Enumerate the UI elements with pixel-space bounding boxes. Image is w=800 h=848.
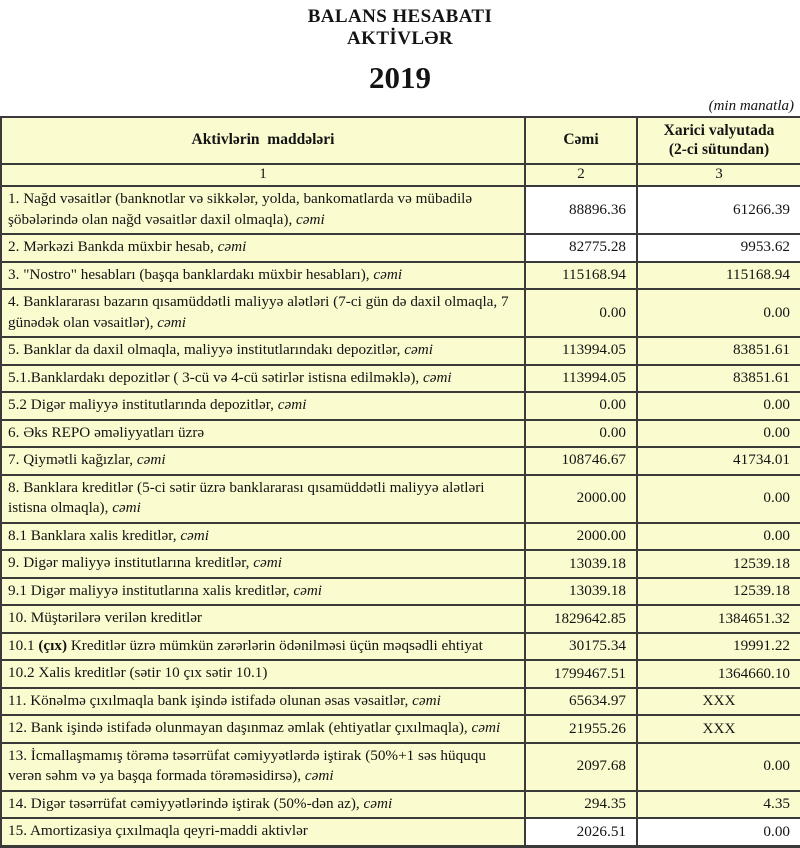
- table-row: [1, 420, 800, 448]
- table-row: [1, 715, 800, 743]
- report-header: [0, 0, 800, 96]
- row-label-text: 10.1: [8, 636, 39, 654]
- cell-total-value: 65634.97: [525, 688, 637, 716]
- row-label-text: 7. Qiymətli kağızlar,: [8, 451, 137, 469]
- row-label: [1, 633, 525, 661]
- row-label: [1, 688, 525, 716]
- cell-total-value: 88896.36: [525, 186, 637, 234]
- cell-total-value: 108746.67: [525, 447, 637, 475]
- cell-foreign-currency-value: 1364660.10: [637, 660, 800, 688]
- row-label-italic-part: cəmi: [404, 341, 433, 359]
- table-row: [1, 791, 800, 819]
- col-header-items: Aktivlərin maddələri: [1, 117, 525, 164]
- row-label: [1, 743, 525, 791]
- cell-total-value: 13039.18: [525, 578, 637, 606]
- row-label-text: 12. Bank işində istifadə olunmayan daşınmaz əmlak (ehtiyatlar çıxılmaqla),: [8, 719, 472, 737]
- row-label: [1, 365, 525, 393]
- cell-foreign-currency-value: XXX: [637, 715, 800, 743]
- row-label-italic-part: cəmi: [157, 313, 186, 331]
- row-label-italic-part: cəmi: [471, 719, 501, 737]
- row-label: [1, 605, 525, 633]
- row-label: [1, 578, 525, 606]
- row-label-text: 8.1 Banklara xalis kreditlər,: [8, 526, 181, 544]
- cell-foreign-currency-value: 83851.61: [637, 337, 800, 365]
- row-label-text: 13. İcmallaşmamış törəmə təsərrüfat cəmiyyətlərdə iştirak (50%+1 səs hüququ verən səhm və ya başqa formada törəməsidirsə),: [8, 746, 486, 785]
- cell-foreign-currency-value: 12539.18: [637, 550, 800, 578]
- row-label-italic-part: cəmi: [180, 526, 209, 544]
- col-header-foreign-currency-line2: (2-ci sütundan): [668, 141, 770, 159]
- row-label: [1, 475, 525, 523]
- cell-foreign-currency-value: 0.00: [637, 289, 800, 337]
- row-label: [1, 289, 525, 337]
- cell-total-value: 2097.68: [525, 743, 637, 791]
- cell-total-value: 0.00: [525, 420, 637, 448]
- row-label: [1, 715, 525, 743]
- cell-foreign-currency-value: 0.00: [637, 523, 800, 551]
- table-row: [1, 475, 800, 523]
- row-label-text: 6. Əks REPO əməliyyatları üzrə: [8, 423, 205, 441]
- cell-total-value: 30175.34: [525, 633, 637, 661]
- row-label-text: 3. "Nostro" hesabları (başqa banklardakı müxbir hesabları),: [8, 265, 374, 283]
- table-row: [1, 605, 800, 633]
- cell-foreign-currency-value: 1384651.32: [637, 605, 800, 633]
- row-label-text: 8. Banklara kreditlər (5-ci sətir üzrə banklararası qısamüddətli maliyyə alətləri istisna olmaqla),: [8, 478, 485, 517]
- cell-foreign-currency-value: 83851.61: [637, 365, 800, 393]
- table-row: [1, 578, 800, 606]
- cell-total-value: 2000.00: [525, 523, 637, 551]
- row-label-text: 9.1 Digər maliyyə institutlarına xalis kreditlər,: [8, 581, 294, 599]
- row-label-bold-part: (çıx): [38, 636, 68, 654]
- cell-foreign-currency-value: 4.35: [637, 791, 800, 819]
- row-label-italic-part: cəmi: [296, 210, 325, 228]
- row-label: [1, 420, 525, 448]
- row-label: [1, 186, 525, 234]
- cell-total-value: 21955.26: [525, 715, 637, 743]
- row-label-text: Kreditlər üzrə mümkün zərərlərin ödənilməsi üçün məqsədli ehtiyat: [67, 636, 483, 654]
- col-header-foreign-currency-line1: Xarici valyutada: [663, 121, 775, 139]
- row-label: [1, 337, 525, 365]
- table-head: [1, 117, 800, 186]
- table-row: [1, 818, 800, 846]
- row-label: [1, 392, 525, 420]
- cell-total-value: 113994.05: [525, 337, 637, 365]
- row-label-text: 4. Banklararası bazarın qısamüddətli maliyyə alətləri (7-ci gün də daxil olmaqla, 7 günədək olan vəsaitlər),: [8, 293, 509, 331]
- report-title: BALANS HESABATI: [307, 6, 493, 27]
- row-label-text: 15. Amortizasiya çıxılmaqla qeyri-maddi aktivlər: [8, 822, 308, 840]
- table-row: [1, 447, 800, 475]
- column-number-3: 3: [637, 164, 800, 187]
- table-row: [1, 688, 800, 716]
- cell-foreign-currency-value: 0.00: [637, 475, 800, 523]
- col-header-total: Cəmi: [525, 117, 637, 164]
- cell-foreign-currency-value: 19991.22: [637, 633, 800, 661]
- row-label-italic-part: cəmi: [304, 767, 334, 785]
- cell-foreign-currency-value: 12539.18: [637, 578, 800, 606]
- cell-foreign-currency-value: XXX: [637, 688, 800, 716]
- cell-total-value: 2000.00: [525, 475, 637, 523]
- report-subtitle: AKTİVLƏR: [347, 28, 453, 50]
- cell-foreign-currency-value: 41734.01: [637, 447, 800, 475]
- row-label-italic-part: cəmi: [293, 581, 323, 599]
- table-row: [1, 633, 800, 661]
- row-label-italic-part: cəmi: [363, 794, 393, 812]
- cell-total-value: 0.00: [525, 392, 637, 420]
- unit-note: (min manatla): [708, 97, 794, 114]
- cell-total-value: 115168.94: [525, 262, 637, 290]
- row-label-text: 5.2 Digər maliyyə institutlarında depozitlər,: [8, 396, 278, 414]
- row-label: [1, 447, 525, 475]
- header-row: [1, 117, 800, 164]
- row-label-italic-part: cəmi: [217, 238, 247, 256]
- row-label-italic-part: cəmi: [112, 499, 141, 517]
- table-row: [1, 392, 800, 420]
- row-label-text: 5. Banklar da daxil olmaqla, maliyyə institutlarındakı depozitlər,: [8, 341, 405, 359]
- table-row: [1, 234, 800, 262]
- row-label-text: 5.1.Banklardakı depozitlər ( 3-cü və 4-cü sətirlər istisna edilməklə),: [8, 368, 423, 386]
- row-label-italic-part: cəmi: [373, 265, 403, 283]
- table-row: [1, 660, 800, 688]
- row-label: [1, 262, 525, 290]
- cell-total-value: 113994.05: [525, 365, 637, 393]
- table-body: [1, 186, 800, 846]
- row-label: [1, 660, 525, 688]
- row-label: [1, 818, 525, 846]
- table-row: [1, 743, 800, 791]
- cell-total-value: 13039.18: [525, 550, 637, 578]
- row-label-text: 1. Nağd vəsaitlər (banknotlar və sikkələr, yolda, bankomatlarda və mübadilə şöbələrində olan nağd vəsaitlər daxil olmaqla),: [8, 190, 473, 228]
- row-label: [1, 523, 525, 551]
- column-number-row: [1, 164, 800, 187]
- cell-total-value: 82775.28: [525, 234, 637, 262]
- table-row: [1, 523, 800, 551]
- table-row: [1, 186, 800, 234]
- cell-foreign-currency-value: 9953.62: [637, 234, 800, 262]
- row-label: [1, 791, 525, 819]
- col-header-foreign-currency: [637, 117, 800, 164]
- cell-foreign-currency-value: 0.00: [637, 392, 800, 420]
- row-label-text: 14. Digər təsərrüfat cəmiyyətlərində iştirak (50%-dən az),: [8, 794, 364, 812]
- row-label-italic-part: cəmi: [253, 554, 282, 572]
- cell-total-value: 2026.51: [525, 818, 637, 846]
- row-label-italic-part: cəmi: [422, 368, 452, 386]
- cell-total-value: 1799467.51: [525, 660, 637, 688]
- cell-foreign-currency-value: 0.00: [637, 818, 800, 846]
- cell-foreign-currency-value: 0.00: [637, 743, 800, 791]
- row-label-italic-part: cəmi: [136, 451, 166, 469]
- column-number-1: 1: [1, 164, 525, 187]
- report-year: 2019: [369, 59, 431, 95]
- row-label: [1, 234, 525, 262]
- table-row: [1, 262, 800, 290]
- row-label-text: 2. Mərkəzi Bankda müxbir hesab,: [8, 238, 218, 256]
- column-number-2: 2: [525, 164, 637, 187]
- row-label-text: 10. Müştərilərə verilən kreditlər: [8, 609, 202, 627]
- table-row: [1, 550, 800, 578]
- table-row: [1, 337, 800, 365]
- row-label-text: 11. Könəlmə çıxılmaqla bank işində istifadə olunan əsas vəsaitlər,: [8, 691, 413, 709]
- row-label: [1, 550, 525, 578]
- cell-foreign-currency-value: 115168.94: [637, 262, 800, 290]
- row-label-text: 9. Digər maliyyə institutlarına kreditlər,: [8, 554, 254, 572]
- balance-table: [0, 116, 800, 848]
- row-label-italic-part: cəmi: [277, 396, 307, 414]
- cell-foreign-currency-value: 0.00: [637, 420, 800, 448]
- cell-total-value: 0.00: [525, 289, 637, 337]
- cell-total-value: 294.35: [525, 791, 637, 819]
- cell-total-value: 1829642.85: [525, 605, 637, 633]
- cell-foreign-currency-value: 61266.39: [637, 186, 800, 234]
- table-row: [1, 365, 800, 393]
- row-label-italic-part: cəmi: [412, 691, 441, 709]
- row-label-text: 10.2 Xalis kreditlər (sətir 10 çıx sətir 10.1): [8, 664, 268, 682]
- table-row: [1, 289, 800, 337]
